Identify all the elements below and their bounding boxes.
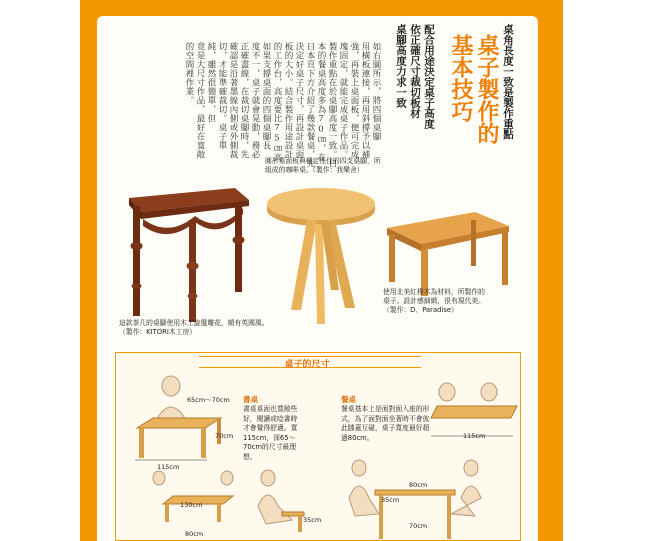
body-column: 塊固定，就能完成桌子作品。: [338, 42, 348, 159]
body-column: 如果支撐桌面的四個桌腳長: [261, 42, 271, 150]
title-line-2: 基本技巧: [448, 34, 473, 122]
tea-table-caption: 這款茶几的桌腳使用木工旋盤雕花，頗有英國風。（製作：KITORI木工房）: [119, 319, 269, 336]
size-section-title: 桌子的尺寸: [284, 360, 330, 370]
desk-illustration: [125, 372, 235, 462]
subhead-2: 配合用途決定桌子高度: [423, 24, 435, 129]
dining-depth-dim: 35cm: [381, 496, 400, 504]
low-table-width-dim: 130cm: [180, 501, 203, 509]
body-column: 確認是沿著墨線內側或外側裁: [228, 42, 238, 159]
body-column: 如右圖所示，將四個桌腳: [371, 42, 381, 141]
dining-note-heading: 餐桌: [341, 395, 356, 404]
desk-height-dim: 70cm: [215, 432, 234, 440]
desk-depth-dim: 65cm～70cm: [187, 396, 230, 404]
subhead-3: 依正確尺寸裁切板材: [409, 24, 421, 119]
body-column: 強，再裝上桌面板，便可完成: [349, 42, 359, 159]
low-table-depth-dim: 80cm: [185, 530, 204, 538]
tea-table-photo: [119, 176, 251, 326]
body-column: 度不一，桌子就會晃動，務必: [250, 42, 260, 159]
body-column: 用橫板連接，再用斜撐予以補: [360, 42, 370, 159]
body-column: 日本頁下方介紹了幾款餐桌，先: [305, 42, 315, 168]
desk-note-heading: 書桌: [243, 395, 258, 404]
body-column: 決定好桌子尺寸，再設計桌面: [294, 42, 304, 159]
body-column: 的空間裡作業。: [184, 42, 194, 105]
body-column: 正確畫線，在裁切桌腳時，先: [239, 42, 249, 159]
oak-table-caption: 使用北美紅橡木為材料，所製作的桌子。設計感細緻，很有現代美。（製作：D．Paradise）: [383, 288, 485, 314]
dining-note-body: 餐桌基本上是面對面入座的形式，為了面對面坐著時不會彼此膝蓋互碰，桌子寬度最好超過80cm。: [341, 405, 430, 442]
dining-top-illustration: [427, 378, 519, 438]
dining-knee-dim: 80cm: [409, 481, 428, 489]
dining-width-dim: 115cm: [463, 432, 486, 440]
round-table-photo: [263, 180, 383, 330]
body-column: 純，雖然很簡單，但: [206, 42, 216, 123]
body-column: 竟是大尺寸作品，最好在寬敞: [195, 42, 205, 159]
desk-note-body: 書桌桌面也寬敞些好，閱讀或唸書時才會覺得舒適。寬115cm，深65～70cm的尺寸最理想。: [243, 405, 298, 461]
dining-height-dim: 70cm: [409, 522, 428, 530]
subhead-1: 桌角長度一致是製作重點: [502, 24, 514, 140]
round-table-caption: 圓形桌面板與穩定性佳的四支桌腳，所組成的咖啡桌。（製作：我樂舍）: [265, 157, 381, 174]
seated-figure-illustration: [252, 466, 308, 536]
body-column: 本的餐桌高度多為70㎝，在: [316, 42, 326, 162]
subhead-4: 桌腳高度力求一致: [395, 24, 407, 108]
title-line-1: 桌子製作的: [474, 34, 499, 144]
low-table-height-dim: 35cm: [303, 516, 322, 524]
desk-width-dim: 115cm: [157, 463, 180, 471]
article-page: [97, 16, 538, 541]
low-table-illustration: [145, 460, 245, 530]
body-column: 板的大小。結合製作用途設計: [283, 42, 293, 159]
oak-table-photo: [383, 206, 513, 298]
body-column: 製作重點在於桌腳高度一致。日: [327, 42, 337, 168]
body-column: 的工作台，高度要比75㎝高: [272, 42, 282, 162]
body-column: 切，才能準確裁切。桌子單: [217, 42, 227, 150]
